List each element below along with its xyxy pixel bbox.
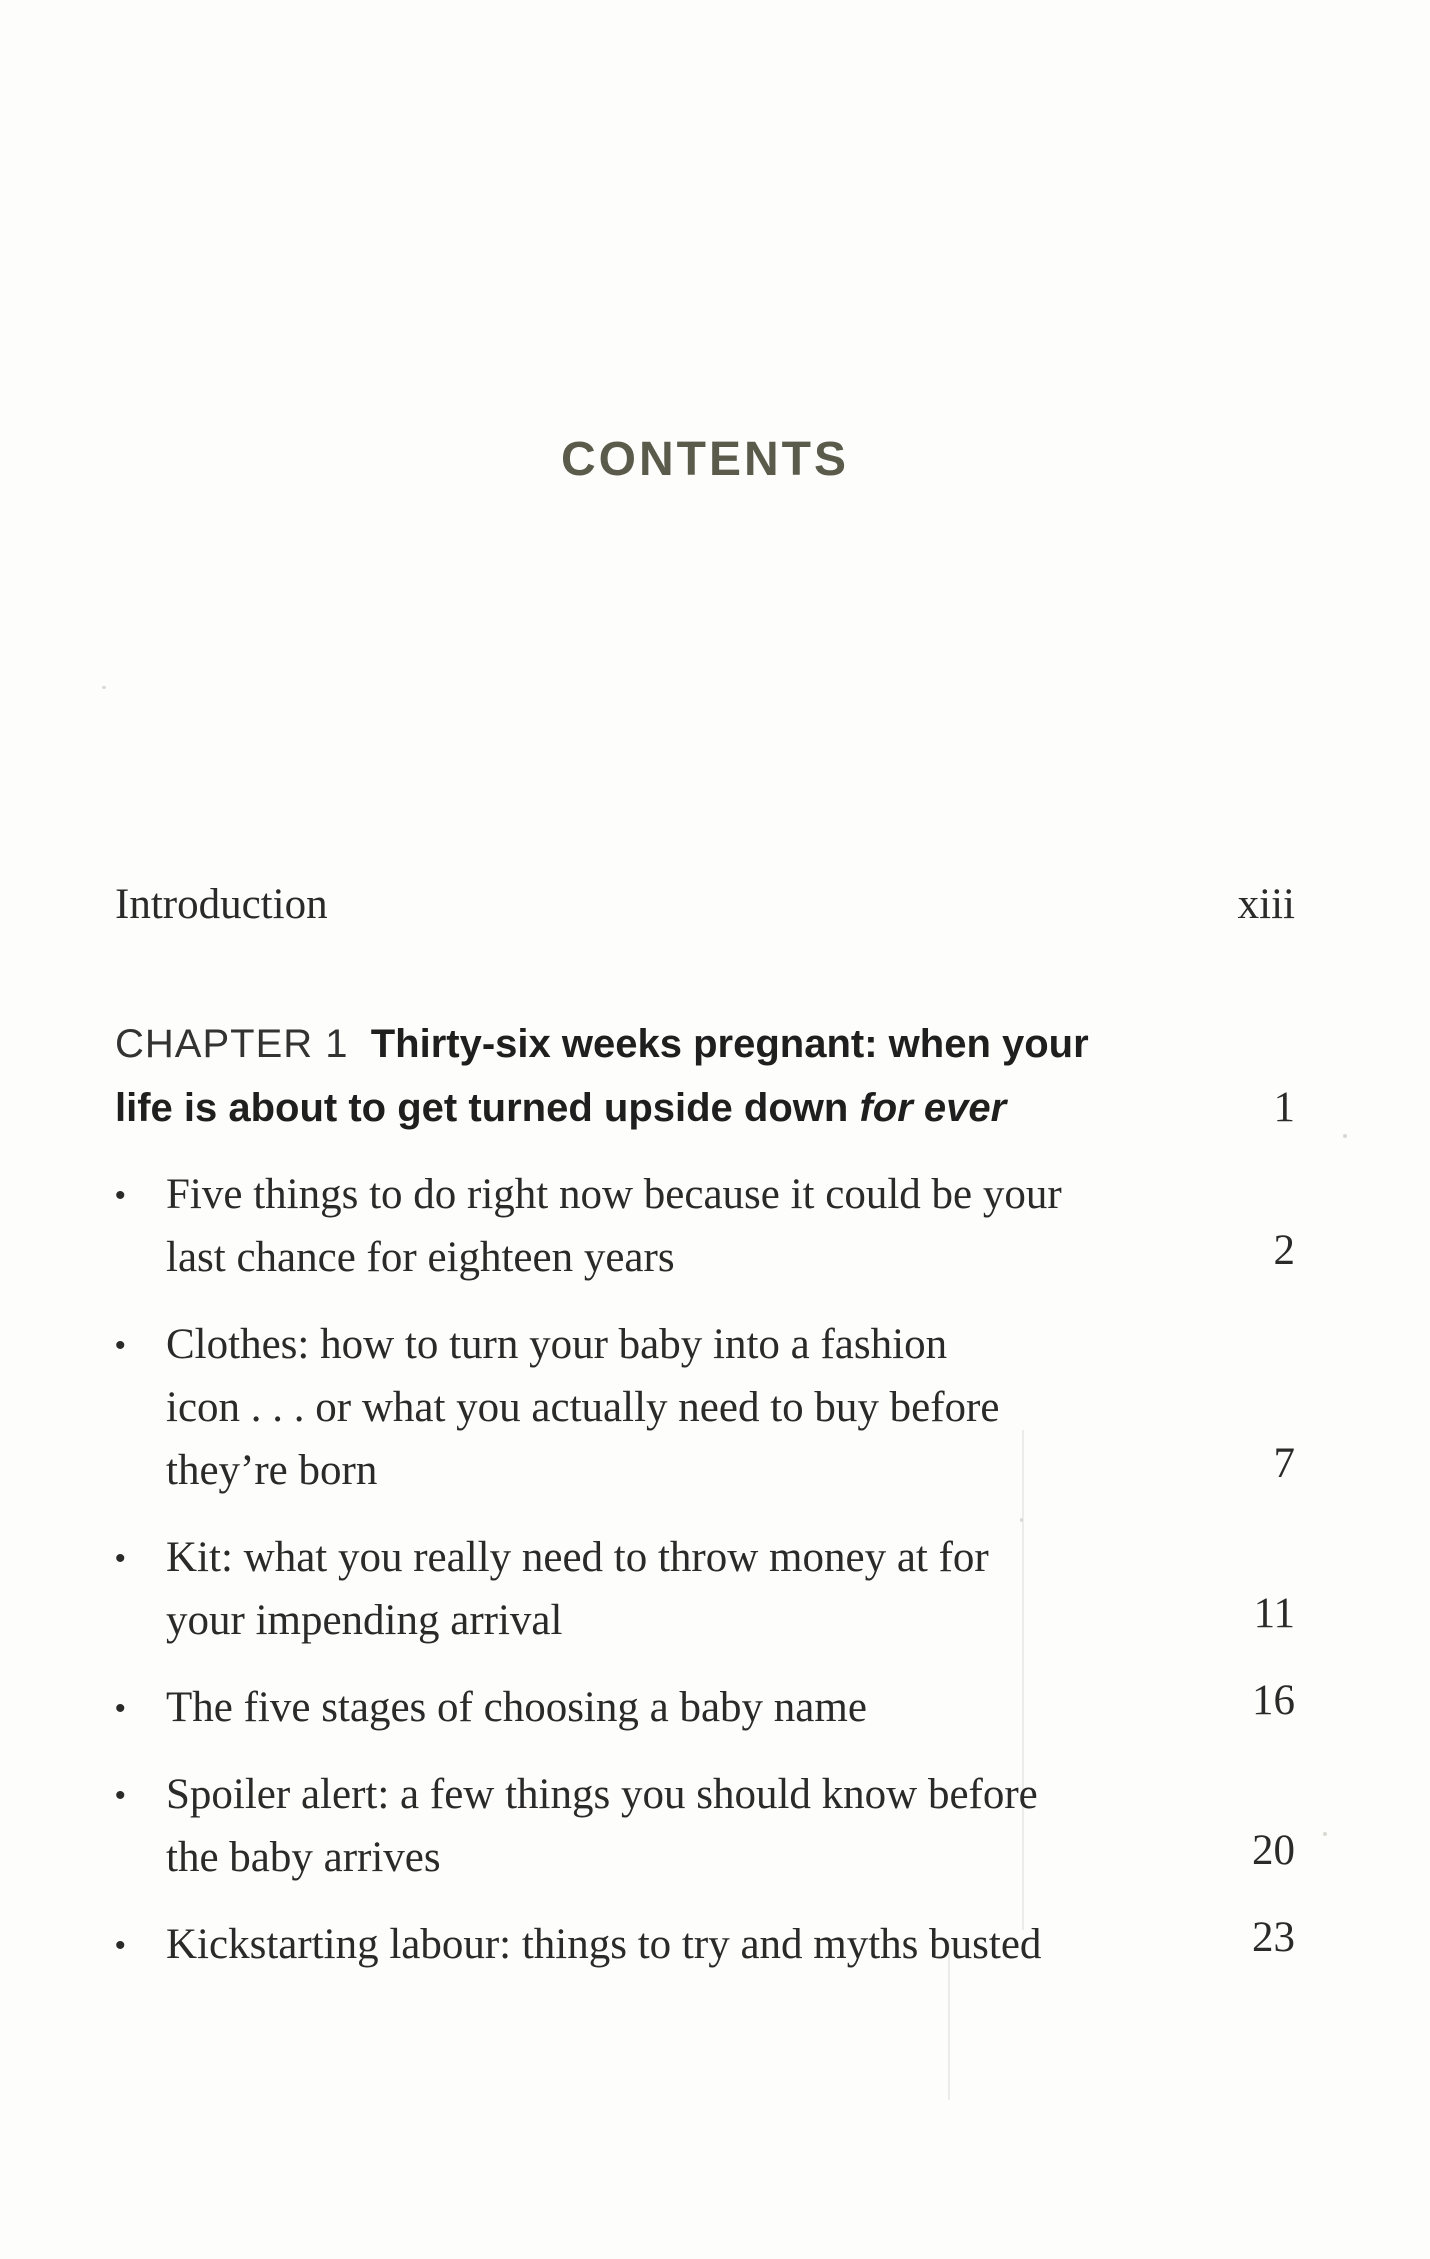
toc-page-number: 16 (1252, 1677, 1295, 1724)
toc-item-text (166, 1913, 1246, 1976)
toc-chapter-heading (115, 1012, 1295, 1142)
bullet-icon: • (115, 1692, 126, 1725)
toc-page-number: xiii (1237, 881, 1295, 928)
toc-item-line: your impending arrival (166, 1597, 563, 1644)
toc-list-item (115, 1676, 1295, 1739)
toc-item-line: Spoiler alert: a few things you should know before (166, 1771, 1038, 1818)
toc-item-line: they’re born (166, 1447, 378, 1494)
toc-page-number: 23 (1252, 1914, 1295, 1961)
toc-item-line: last chance for eighteen years (166, 1234, 675, 1281)
bullet-icon: • (115, 1779, 126, 1812)
page-title: CONTENTS (561, 433, 849, 486)
chapter-title: Thirty-six weeks pregnant: when your (370, 1022, 1089, 1066)
toc-list-item (115, 1313, 1295, 1502)
paper-speck (1323, 1832, 1327, 1836)
bullet-icon: • (115, 1329, 126, 1362)
bullet-icon: • (115, 1929, 126, 1962)
toc-list-item (115, 1163, 1295, 1289)
toc-item-line: Five things to do right now because it could be your (166, 1171, 1062, 1218)
toc-item-line: icon . . . or what you actually need to buy before (166, 1384, 1000, 1431)
toc-list-item (115, 1526, 1295, 1652)
toc-item-line: Kickstarting labour: things to try and myths busted (166, 1921, 1042, 1968)
chapter-heading-line-1 (115, 1012, 1089, 1076)
toc-entry-introduction (115, 880, 1295, 940)
bullet-icon: • (115, 1542, 126, 1575)
chapter-title-italic: for ever (859, 1086, 1007, 1130)
toc-item-line: The five stages of choosing a baby name (166, 1684, 867, 1731)
chapter-title-continued: life is about to get turned upside down (115, 1086, 849, 1130)
chapter-heading-line-2 (115, 1076, 1006, 1140)
paper-speck (1020, 1518, 1023, 1522)
toc-list-item (115, 1763, 1295, 1889)
toc-page-number: 11 (1253, 1590, 1295, 1637)
toc-item-line: Clothes: how to turn your baby into a fashion (166, 1321, 948, 1368)
bullet-icon: • (115, 1179, 126, 1212)
toc-item-text (166, 1163, 1246, 1289)
toc-entry-label: Introduction (115, 881, 328, 928)
paper-speck (102, 686, 106, 689)
toc-list-item (115, 1913, 1295, 1976)
toc-page-number: 1 (1273, 1084, 1295, 1131)
toc-page-number: 7 (1273, 1440, 1295, 1487)
chapter-label: CHAPTER 1 (115, 1022, 349, 1066)
toc-item-line: the baby arrives (166, 1834, 441, 1881)
toc-item-text (166, 1763, 1246, 1889)
toc-page-number: 20 (1252, 1827, 1295, 1874)
paper-speck (1343, 1134, 1347, 1138)
toc-item-text (166, 1313, 1246, 1502)
toc-page-number: 2 (1273, 1227, 1295, 1274)
toc-item-text (166, 1526, 1246, 1652)
toc-item-line: Kit: what you really need to throw money at for (166, 1534, 989, 1581)
toc-item-text (166, 1676, 1246, 1739)
